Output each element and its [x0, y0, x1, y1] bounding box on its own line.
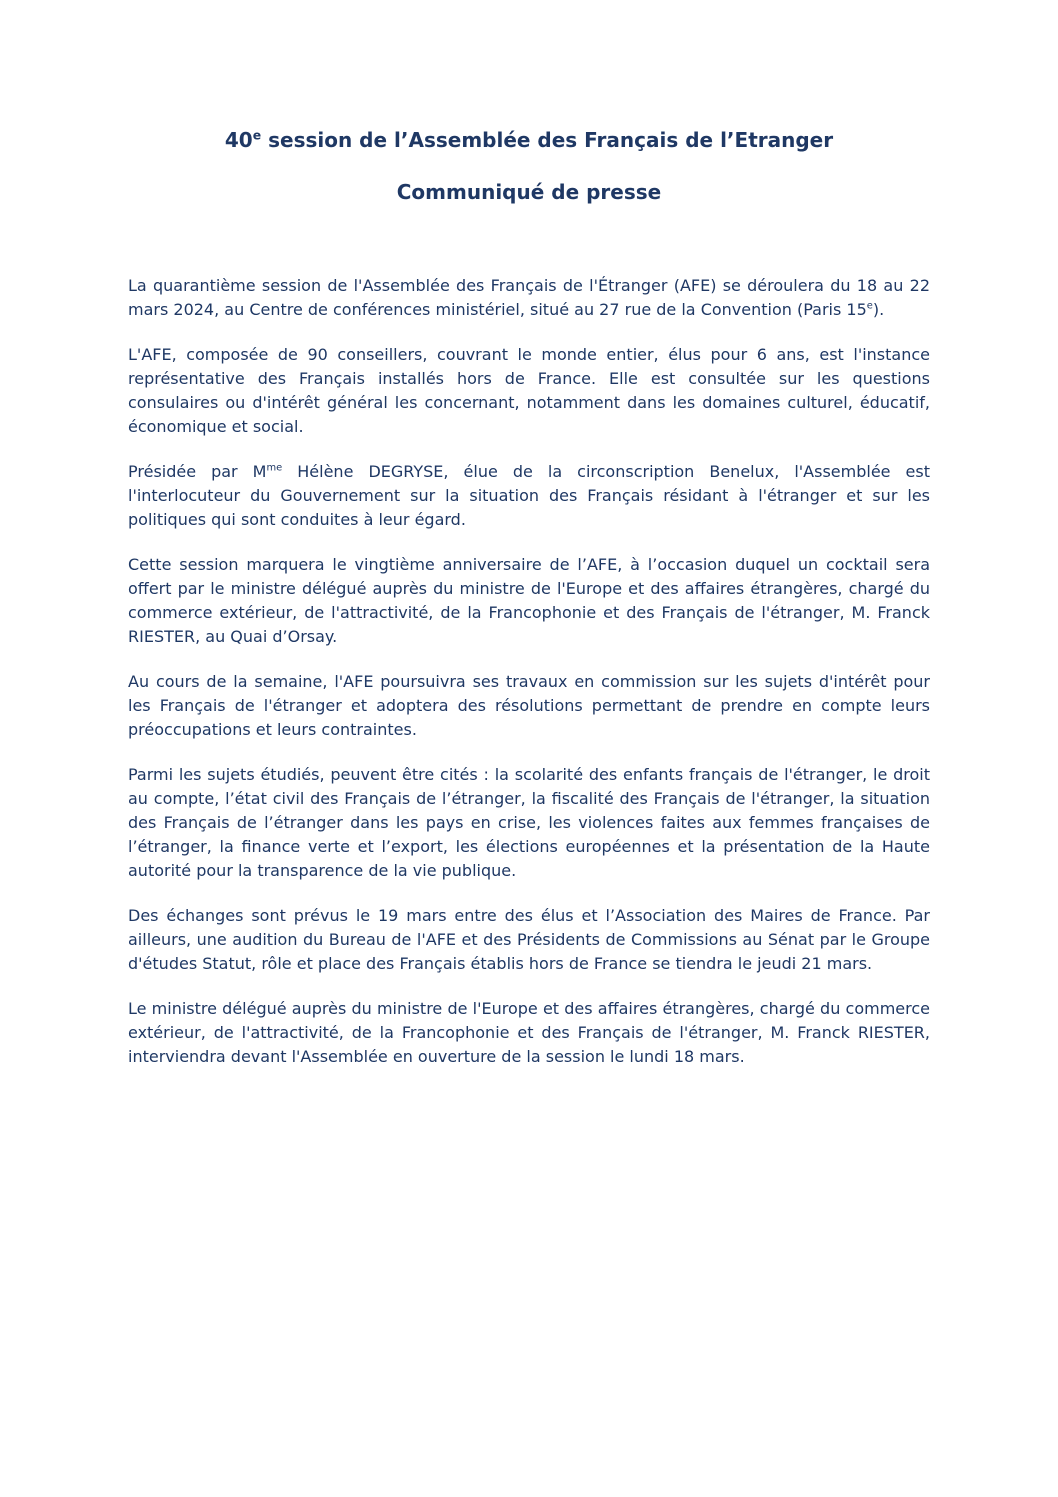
paragraph-4: Cette session marquera le vingtième anniversaire de l’AFE, à l’occasion duquel un cocktail sera offert par le ministre délégué auprès du ministre de l'Europe et des affaires étrangères, chargé du commerce extérieur, de l'attractivité, de la Francophonie et des Français de l'étranger, M. Franck RIESTER, au Quai d’Orsay. [128, 555, 930, 646]
paragraph-3-superscript: me [266, 462, 283, 474]
title-number: 40 [224, 128, 253, 152]
paragraph-6: Parmi les sujets étudiés, peuvent être cités : la scolarité des enfants français de l'étranger, le droit au compte, l’état civil des Français de l’étranger, la fiscalité des Français de l'étranger, la situation des Français de l’étranger dans les pays en crise, les violences faites aux femmes françaises de l’étranger, la finance verte et l’export, les élections européennes et la présentation de la Haute autorité pour la transparence de la vie publique. [128, 765, 930, 880]
document-subtitle: Communiqué de presse [396, 180, 662, 204]
paragraph-1 [128, 274, 930, 322]
paragraph-8: Le ministre délégué auprès du ministre de l'Europe et des affaires étrangères, chargé du commerce extérieur, de l'attractivité, de la Francophonie et des Français de l'étranger, M. Franck RIESTER, interviendra devant l'Assemblée en ouverture de la session le lundi 18 mars. [128, 999, 930, 1066]
paragraph-1-text: La quarantième session de l'Assemblée des Français de l'Étranger (AFE) se déroulera du 18 au 22 mars 2024, au Centre de conférences ministériel, situé au 27 rue de la Convention (Paris 15 [128, 276, 930, 319]
paragraph-7: Des échanges sont prévus le 19 mars entre des élus et l’Association des Maires de France. Par ailleurs, une audition du Bureau de l'AFE et des Présidents de Commissions au Sénat par le Groupe d'études Statut, rôle et place des Français établis hors de France se tiendra le jeudi 21 mars. [128, 906, 930, 973]
paragraph-2: L'AFE, composée de 90 conseillers, couvrant le monde entier, élus pour 6 ans, est l'instance représentative des Français installés hors de France. Elle est consultée sur les questions consulaires ou d'intérêt général les concernant, notamment dans les domaines culturel, éducatif, économique et social. [128, 345, 930, 436]
paragraph-3-text: Présidée par M [128, 462, 267, 481]
paragraph-3-text-end: Hélène DEGRYSE, élue de la circonscription Benelux, l'Assemblée est l'interlocuteur du Gouvernement sur la situation des Français résidant à l'étranger et sur les politiques qui sont conduites à leur égard. [128, 462, 931, 529]
paragraph-1-text-end: ). [872, 300, 885, 319]
paragraph-1-superscript: e [866, 300, 873, 312]
document-title [128, 0, 930, 152]
title-ordinal-superscript: e [252, 127, 262, 143]
paragraph-5: Au cours de la semaine, l'AFE poursuivra ses travaux en commission sur les sujets d'intérêt pour les Français de l'étranger et adoptera des résolutions permettant de prendre en compte leurs préoccupations et leurs contraintes. [128, 672, 930, 739]
paragraph-3 [128, 460, 930, 532]
title-text: session de l’Assemblée des Français de l’Etranger [261, 128, 834, 152]
document-body [128, 274, 930, 1069]
